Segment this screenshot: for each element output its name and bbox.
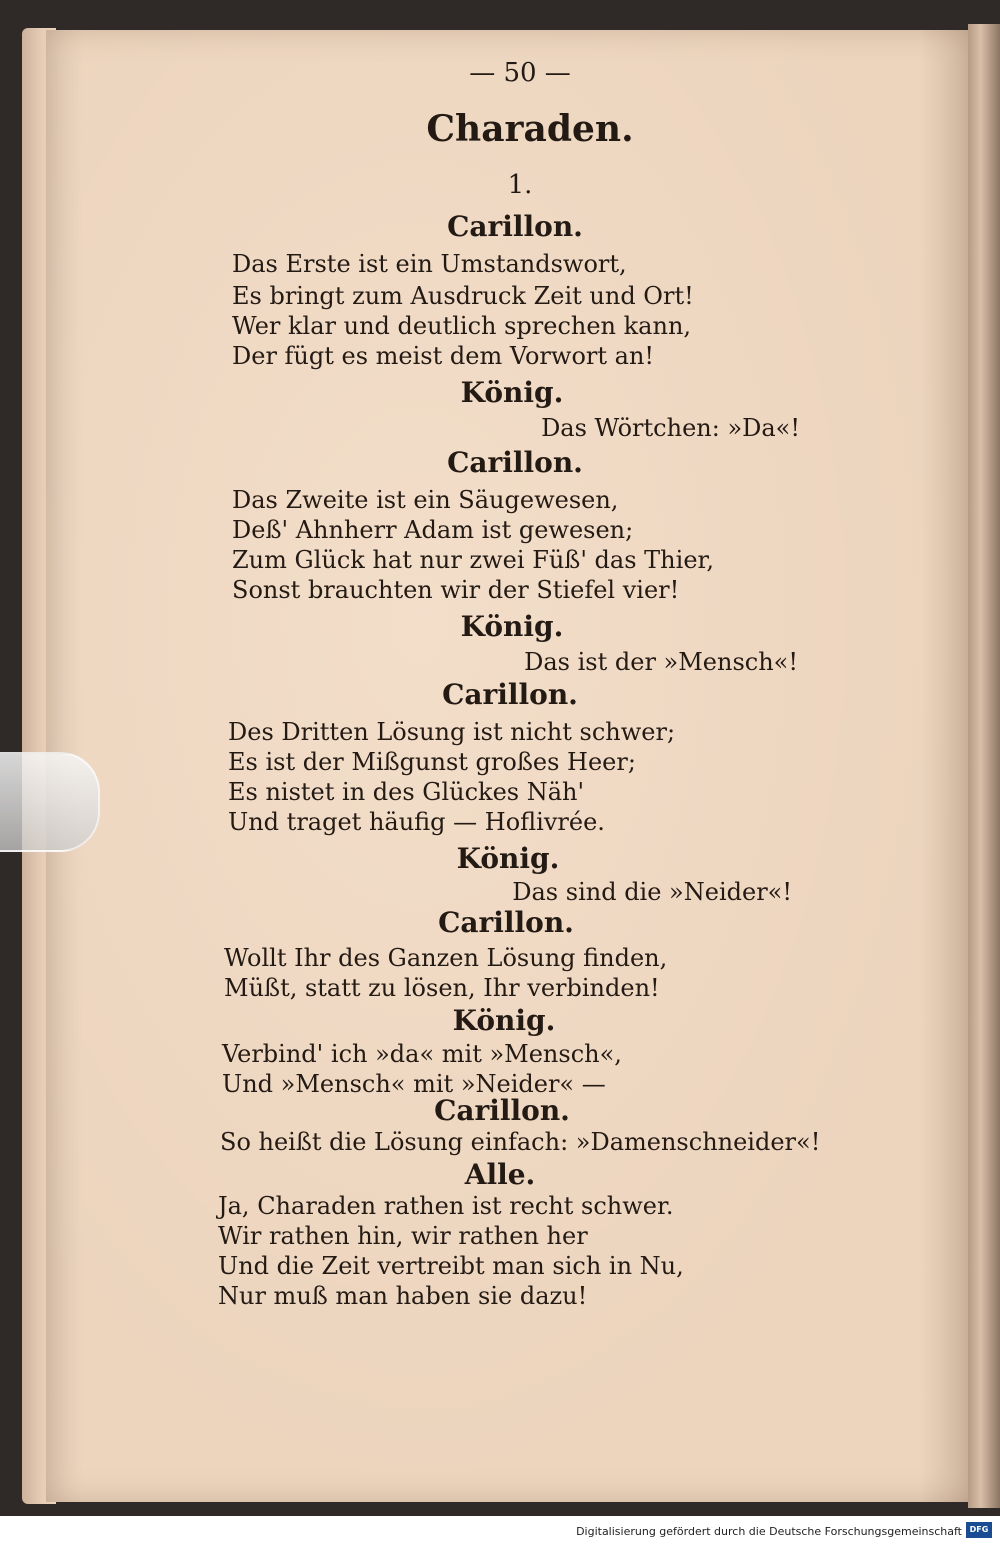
verse-line: Des Dritten Lösung ist nicht schwer; [228, 718, 676, 746]
speaker-carillon: Carillon. [434, 1094, 570, 1127]
verse-line: Ja, Charaden rathen ist recht schwer. [218, 1192, 674, 1220]
verse-line: Verbind' ich »da« mit »Mensch«, [222, 1040, 622, 1068]
answer-line: Das Wörtchen: »Da«! [541, 414, 800, 442]
riddle-number: 1. [507, 170, 533, 200]
verse-line: Wir rathen hin, wir rathen her [218, 1222, 588, 1250]
answer-line: Das ist der »Mensch«! [524, 648, 798, 676]
speaker-koenig: König. [452, 1004, 556, 1037]
speaker-koenig: König. [456, 842, 560, 875]
verse-line: Es ist der Mißgunst großes Heer; [228, 748, 636, 776]
page-clip [0, 752, 100, 852]
verse-line: Es nistet in des Glückes Näh' [228, 778, 585, 806]
speaker-carillon: Carillon. [438, 906, 574, 939]
dfg-logo-icon: DFG [966, 1522, 992, 1538]
verse-line: Deß' Ahnherr Adam ist gewesen; [232, 516, 634, 544]
verse-line: Es bringt zum Ausdruck Zeit und Ort! [232, 282, 694, 310]
verse-line: Der fügt es meist dem Vorwort an! [232, 342, 655, 370]
speaker-carillon: Carillon. [447, 210, 583, 243]
book-binding-right [968, 24, 1000, 1508]
verse-line: Wer klar und deutlich sprechen kann, [232, 312, 692, 340]
footer-credit: Digitalisierung gefördert durch die Deutsche Forschungsgemeinschaft [576, 1525, 962, 1538]
verse-line: Müßt, statt zu lösen, Ihr verbinden! [224, 974, 660, 1002]
verse-line: Das Zweite ist ein Säugewesen, [232, 486, 619, 514]
speaker-koenig: König. [460, 376, 564, 409]
verse-line: Zum Glück hat nur zwei Füß' das Thier, [232, 546, 714, 574]
speaker-alle: Alle. [464, 1158, 536, 1191]
answer-line: Das sind die »Neider«! [512, 878, 792, 906]
verse-line: Das Erste ist ein Umstandswort, [232, 250, 627, 278]
verse-line: Sonst brauchten wir der Stiefel vier! [232, 576, 680, 604]
verse-line: So heißt die Lösung einfach: »Damenschneider«! [220, 1128, 821, 1156]
page-title: Charaden. [426, 108, 634, 150]
speaker-carillon: Carillon. [447, 446, 583, 479]
page-number: — 50 — [469, 58, 571, 88]
verse-line: Nur muß man haben sie dazu! [218, 1282, 588, 1310]
verse-line: Wollt Ihr des Ganzen Lösung finden, [224, 944, 668, 972]
verse-line: Und »Mensch« mit »Neider« — [222, 1070, 606, 1098]
speaker-koenig: König. [460, 610, 564, 643]
verse-line: Und traget häufig — Hoflivrée. [228, 808, 605, 836]
footer-bar [0, 1516, 1000, 1546]
speaker-carillon: Carillon. [442, 678, 578, 711]
verse-line: Und die Zeit vertreibt man sich in Nu, [218, 1252, 684, 1280]
